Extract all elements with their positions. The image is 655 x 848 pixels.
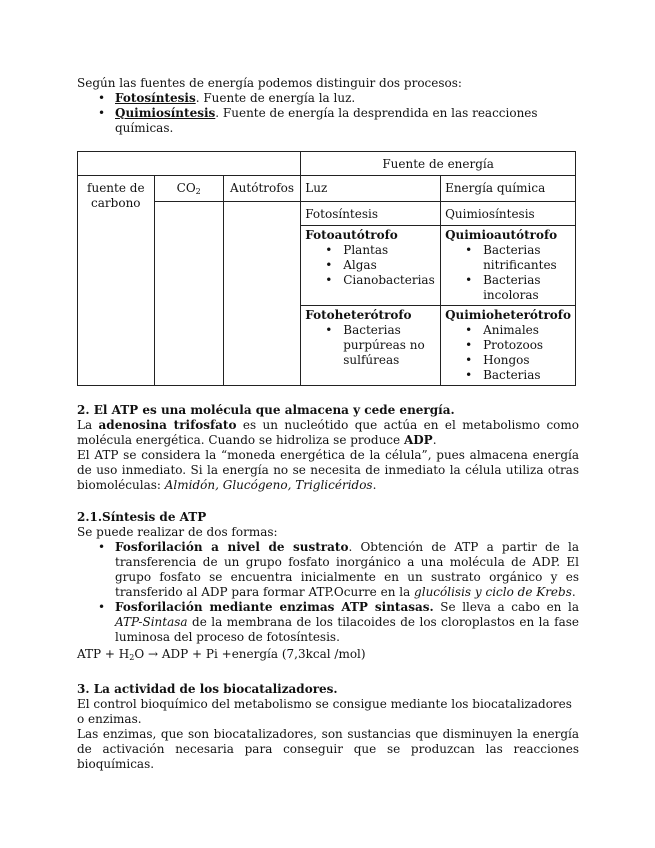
sintesis-list (77, 540, 579, 645)
list-item: • Fotosíntesis. Fuente de energía la luz. (77, 91, 579, 106)
quimiosintesis-cell: Quimiosíntesis (441, 202, 576, 226)
carbon-source-cell: fuente de carbono (78, 176, 155, 386)
list-item: • Protozoos (445, 338, 571, 353)
list-item: • Plantas (305, 243, 436, 258)
process-list (77, 91, 579, 136)
fotoheterotrofo-cell: Fotoheterótrofo • Bacterias purpúreas no sulfúreas (301, 306, 441, 386)
atp-section (77, 403, 579, 493)
sintesis-intro: Se puede realizar de dos formas: (77, 525, 278, 539)
fotosintesis-term: Fotosíntesis (115, 91, 196, 105)
list-item: • Bacterias nitrificantes (445, 243, 571, 273)
quimioautotrofo-cell: Quimioautótrofo • Bacterias nitrificantes • Bacterias incoloras (441, 226, 576, 306)
fotoautotrofo-cell: Fotoautótrofo • Plantas • Algas • Cianobacterias (301, 226, 441, 306)
list-item: • Fosforilación a nivel de sustrato. Obtención de ATP a partir de la transferencia de un grupo fosfato inorgánico a una molécula de ADP. El grupo fosfato se encuentra inicialmente en un sustrato orgánico y es transferido al ADP para formar ATP.Ocurre en la glucólisis y ciclo de Krebs. (77, 540, 579, 600)
atp-paragraph-2: El ATP se considera la “moneda energética de la célula”, pues almacena energía de uso inmediato. Si la energía no se necesita de inmediato la célula utiliza otras biomoléculas: Almidón, Glucógeno, Triglicéridos. (77, 448, 579, 492)
sintesis-heading: 2.1.Síntesis de ATP (77, 510, 207, 524)
intro-text: Según las fuentes de energía podemos distinguir dos procesos: (77, 76, 462, 90)
energy-header: Fuente de energía (301, 152, 576, 176)
fotosintesis-cell: Fotosíntesis (301, 202, 441, 226)
quimiosintesis-term: Quimiosíntesis (115, 106, 216, 120)
energy-table (77, 151, 576, 386)
atp-formula: ATP + $H_2O$ → ADP + Pi +energía (7,3kcal /mol) (77, 647, 366, 662)
list-item: • Bacterias (445, 368, 571, 383)
list-item: • Bacterias incoloras (445, 273, 571, 303)
atp-heading: 2. El ATP es una molécula que almacena y cede energía. (77, 403, 455, 417)
list-item: • Animales (445, 323, 571, 338)
list-item: • Cianobacterias (305, 273, 436, 288)
atp-paragraph-1: La adenosina trifosfato es un nucleótido que actúa en el metabolismo como molécula energética. Cuando se hidroliza se produce ADP. (77, 418, 579, 447)
quimioheterotrofo-cell: Quimioheterótrofo • Animales • Protozoos • Hongos • Bacterias (441, 306, 576, 386)
bio-heading: 3. La actividad de los biocatalizadores. (77, 682, 338, 696)
list-item: • Hongos (445, 353, 571, 368)
bio-paragraph-1: El control bioquímico del metabolismo se consigue mediante los biocatalizadores o enzimas. (77, 697, 572, 726)
energia-quimica-cell: Energía química (441, 176, 576, 202)
co2-cell: $CO_2$ (154, 176, 223, 202)
list-item: • Algas (305, 258, 436, 273)
luz-cell: Luz (301, 176, 441, 202)
list-item: • Fosforilación mediante enzimas ATP sintasas. Se lleva a cabo en la ATP-Sintasa de la membrana de los tilacoides de los cloroplastos en la fase luminosa del proceso de fotosíntesis. (77, 600, 579, 645)
sintesis-section (77, 510, 579, 665)
document-page (77, 76, 579, 772)
bio-paragraph-2: Las enzimas, que son biocatalizadores, son sustancias que disminuyen la energía de activación necesaria para conseguir que se produzcan las reacciones bioquímicas. (77, 727, 579, 771)
list-item: • Quimiosíntesis. Fuente de energía la desprendida en las reacciones químicas. (77, 106, 579, 136)
autotrofos-cell: Autótrofos (223, 176, 300, 202)
bio-section (77, 682, 579, 772)
list-item: • Bacterias purpúreas no sulfúreas (305, 323, 436, 368)
